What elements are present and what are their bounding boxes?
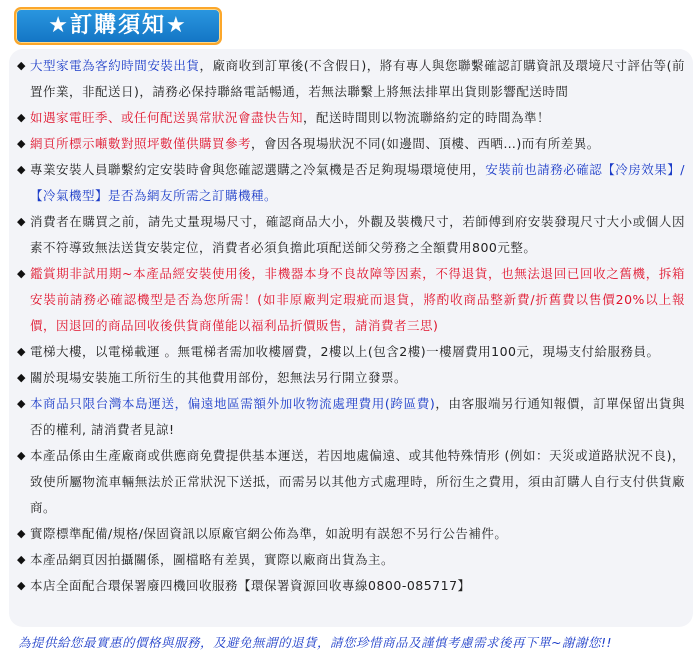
- notice-item: [17, 521, 685, 547]
- diamond-bullet-icon: ◆: [17, 137, 26, 150]
- notice-item: [17, 391, 685, 443]
- notice-text: 安裝前也請務必確認【冷房效果】/【冷氣機型】是否為網友所需之訂購機種。: [30, 162, 685, 203]
- diamond-bullet-icon: ◆: [17, 163, 26, 176]
- notice-text: 如遇家電旺季、或任何配送異常狀況會盡快告知: [30, 110, 304, 125]
- notice-text: ，廠商收到訂單後(不含假日)，將有專人與您聯繫確認訂購資訊及環境尺寸評估等(前置作業，非配送日)，請務必保持聯絡電話暢通，若無法聯繫上將無法排單出貨則影響配送時間: [30, 58, 685, 99]
- notice-text: 鑑賞期非試用期~本產品經安裝使用後，非機器本身不良故障等因素，不得退貨，也無法退回已回收之舊機，拆箱安裝前請務必確認機型是否為您所需！(如非原廠判定瑕疵而退貨，將酌收商品整新費/折舊費以售價20%以上報價，因退回的商品回收後供貨商僅能以福利品折價販售，請消費者三思): [30, 266, 685, 333]
- footer-note: 為提供給您最實惠的價格與服務，及避免無謂的退貨，請您珍惜商品及謹慎考慮需求後再下單~謝謝您!!: [18, 635, 612, 650]
- diamond-bullet-icon: ◆: [17, 371, 26, 384]
- notice-text: ，會因各現場狀況不同(如邊間、頂樓、西晒…)而有所差異。: [251, 136, 600, 151]
- notice-item: [17, 573, 685, 599]
- diamond-bullet-icon: ◆: [17, 397, 26, 410]
- notice-text: 本產品係由生產廠商或供應商免費提供基本運送，若因地處偏遠、或其他特殊情形 (例如：天災或道路狀況不良)，致使所屬物流車輛無法於正常狀況下送抵，而需另以其他方式處理時，所衍生之費用，須由訂購人自行支付供貨廠商。: [30, 448, 685, 515]
- diamond-bullet-icon: ◆: [17, 111, 26, 124]
- notice-item: [17, 131, 685, 157]
- notice-item: [17, 365, 685, 391]
- notice-text: 本店全面配合環保署廢四機回收服務【環保署資源回收專線0800-085717】: [30, 578, 471, 593]
- notice-text: 實際標準配備/規格/保固資訊以原廠官網公佈為準，如說明有誤恕不另行公告補件。: [30, 526, 508, 541]
- notice-text: ，由客服端另行通知報價，訂單保留出貨與否的權利, 請消費者見諒!: [30, 396, 685, 437]
- diamond-bullet-icon: ◆: [17, 267, 26, 280]
- notice-item: [17, 53, 685, 105]
- notice-text: 關於現場安裝施工所衍生的其他費用部份，恕無法另行開立發票。: [30, 370, 408, 385]
- notice-text: 網頁所標示噸數對照坪數僅供購買參考: [30, 136, 252, 151]
- notice-text: 本商品只限台灣本島運送，偏遠地區需額外加收物流處理費用(跨區費): [30, 396, 436, 411]
- page-title: ★訂購須知★: [14, 7, 222, 45]
- notice-item: [17, 209, 685, 261]
- notice-item: [17, 547, 685, 573]
- diamond-bullet-icon: ◆: [17, 59, 26, 72]
- diamond-bullet-icon: ◆: [17, 579, 26, 592]
- notice-text: 電梯大樓，以電梯載運 。無電梯者需加收樓層費，2樓以上(包含2樓)一樓層費用100元，現場支付給服務員。: [30, 344, 660, 359]
- notice-item: [17, 157, 685, 209]
- notice-list: [17, 53, 685, 599]
- diamond-bullet-icon: ◆: [17, 345, 26, 358]
- notice-text: 本產品網頁因拍攝關係，圖檔略有差異，實際以廠商出貨為主。: [30, 552, 395, 567]
- diamond-bullet-icon: ◆: [17, 215, 26, 228]
- notice-item: [17, 339, 685, 365]
- diamond-bullet-icon: ◆: [17, 553, 26, 566]
- notice-panel: [9, 49, 693, 627]
- notice-item: [17, 105, 685, 131]
- diamond-bullet-icon: ◆: [17, 449, 26, 462]
- notice-text: ，配送時間則以物流聯絡約定的時間為準！: [303, 110, 551, 125]
- notice-text: 大型家電為客約時間安裝出貨: [30, 58, 200, 73]
- notice-item: [17, 261, 685, 339]
- notice-item: [17, 443, 685, 521]
- notice-text: 專業安裝人員聯繫約定安裝時會與您確認選購之冷氣機是否足夠現場環境使用，: [30, 162, 486, 177]
- notice-text: 消費者在購買之前，請先丈量現場尺寸，確認商品大小，外觀及裝機尺寸，若師傅到府安裝發現尺寸大小或個人因素不符導致無法送貨安裝定位，消費者必須負擔此項配送師父勞務之全額費用800元整。: [30, 214, 685, 255]
- diamond-bullet-icon: ◆: [17, 527, 26, 540]
